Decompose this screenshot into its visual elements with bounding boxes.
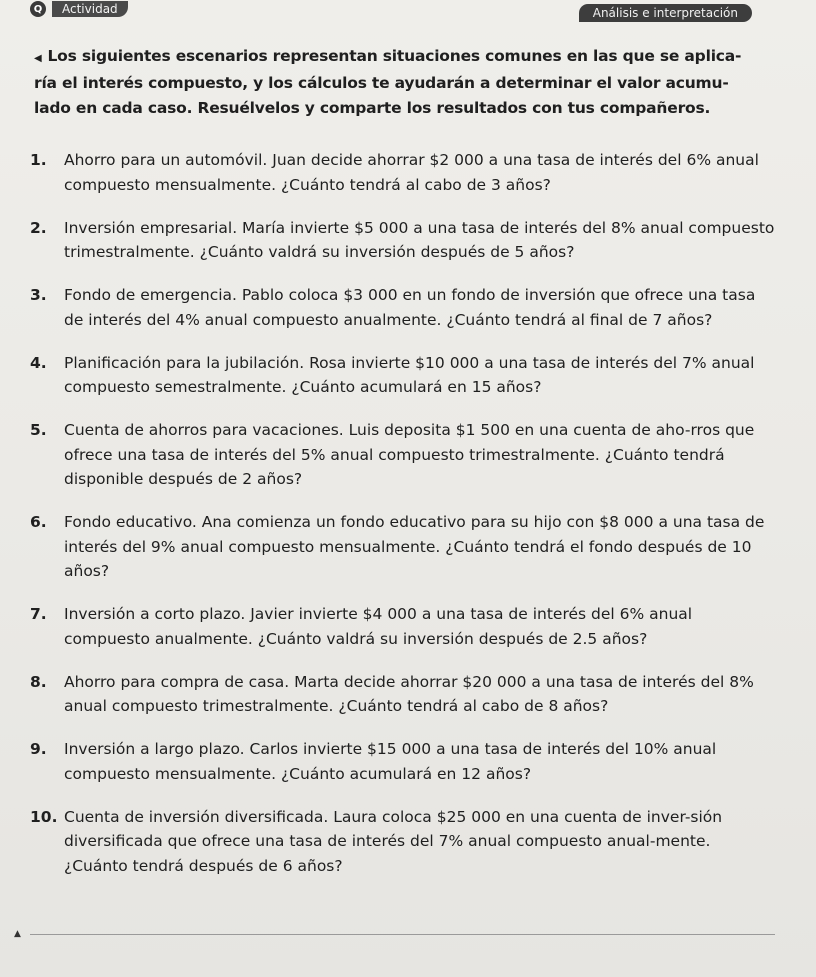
problem-text: Inversión empresarial. María invierte $5 000 a una tasa de interés del 8% anual compuesto trimestralmente. ¿Cuánto valdrá su inversión después de 5 años? — [64, 218, 775, 261]
activity-label: Actividad — [52, 1, 128, 17]
problem-item — [30, 510, 775, 584]
problem-item — [30, 670, 775, 719]
problem-number: 2. — [30, 218, 47, 237]
problem-number: 3. — [30, 286, 47, 304]
problem-text: Cuenta de inversión diversificada. Laura coloca $25 000 en una cuenta de inver-sión diversificada que ofrece una tasa de interés del 7% anual compuesto anual-mente. ¿Cuánto tendrá después de 6 años? — [64, 807, 723, 875]
problem-text: Fondo de emergencia. Pablo coloca $3 000 en un fondo de inversión que ofrece una tasa de interés del 4% anual compuesto anualmente. ¿Cuánto tendrá al final de 7 años? — [64, 286, 756, 329]
footer-divider — [30, 934, 775, 935]
problem-text: Cuenta de ahorros para vacaciones. Luis deposita $1 500 en una cuenta de aho-rros que ofrece una tasa de interés del 5% anual compuesto trimestralmente. ¿Cuánto tendrá disponible después de 2 años? — [64, 421, 755, 488]
problem-number: 4. — [30, 353, 47, 372]
problem-item — [30, 805, 775, 879]
problem-item — [30, 602, 775, 651]
problem-text: Inversión a corto plazo. Javier invierte $4 000 a una tasa de interés del 6% anual compuesto anualmente. ¿Cuánto valdrá su inversión después de 2.5 años? — [64, 605, 693, 648]
problem-item — [30, 418, 775, 492]
problem-item — [30, 283, 775, 332]
problem-text: Inversión a largo plazo. Carlos invierte $15 000 a una tasa de interés del 10% anual compuesto mensualmente. ¿Cuánto acumulará en 12 años? — [64, 740, 717, 783]
problem-number: 7. — [30, 605, 47, 623]
section-tag: Análisis e interpretación — [579, 4, 752, 22]
problem-number: 1. — [30, 151, 47, 169]
page-corner-icon: ▲ — [14, 929, 21, 939]
problem-number: 10. — [30, 807, 58, 826]
problem-item — [30, 737, 775, 786]
activity-header — [30, 0, 128, 18]
problem-number: 8. — [30, 672, 47, 691]
problem-number: 5. — [30, 421, 47, 439]
activity-icon: Q — [30, 1, 46, 17]
problem-number: 6. — [30, 513, 47, 531]
problem-list — [30, 148, 775, 897]
problem-item — [30, 351, 775, 400]
problem-text: Ahorro para compra de casa. Marta decide ahorrar $20 000 a una tasa de interés del 8% anual compuesto trimestralmente. ¿Cuánto tendrá al cabo de 8 años? — [64, 672, 754, 715]
problem-item — [30, 216, 775, 265]
intro-text: Los siguientes escenarios representan situaciones comunes en las que se aplica-ría el interés compuesto, y los cálculos te ayudarán a determinar el valor acumu-lado en cada caso. Resuélvelos y comparte los resultados con tus compañeros. — [34, 47, 742, 117]
problem-text: Planificación para la jubilación. Rosa invierte $10 000 a una tasa de interés del 7% anual compuesto semestralmente. ¿Cuánto acumulará en 15 años? — [64, 353, 755, 396]
intro-paragraph — [34, 44, 764, 121]
problem-item — [30, 148, 775, 197]
problem-number: 9. — [30, 740, 47, 758]
bullet-icon: ◀ — [34, 53, 42, 64]
problem-text: Fondo educativo. Ana comienza un fondo educativo para su hijo con $8 000 a una tasa de interés del 9% anual compuesto mensualmente. ¿Cuánto tendrá el fondo después de 10 años? — [64, 513, 765, 580]
problem-text: Ahorro para un automóvil. Juan decide ahorrar $2 000 a una tasa de interés del 6% anual compuesto mensualmente. ¿Cuánto tendrá al cabo de 3 años? — [64, 151, 759, 194]
